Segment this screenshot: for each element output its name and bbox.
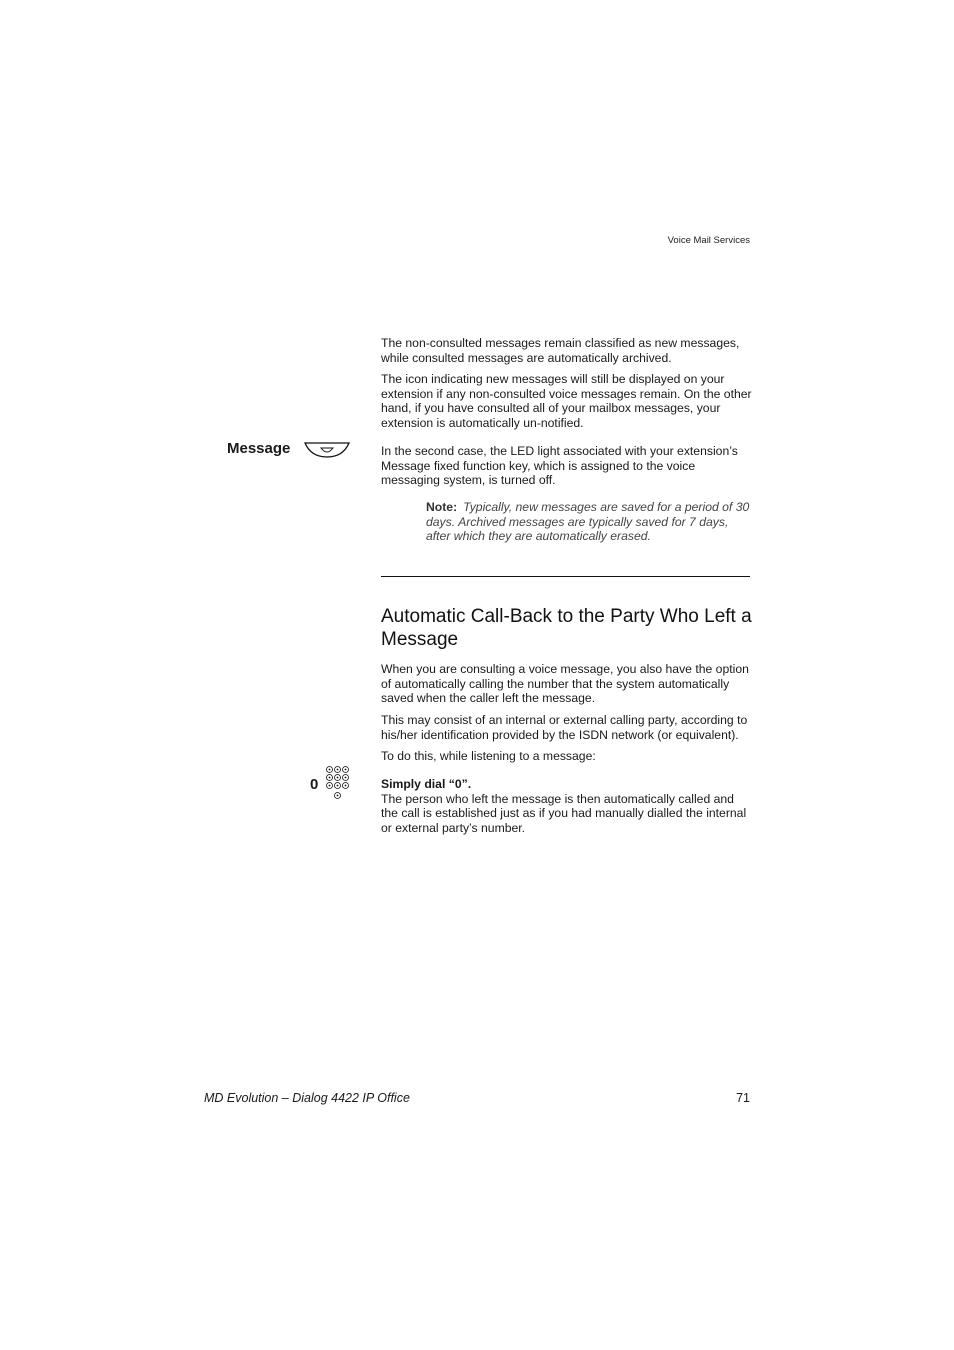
section-heading: Automatic Call-Back to the Party Who Left a Message [381, 606, 752, 650]
paragraph-consulted-messages: The non-consulted messages remain classified as new messages, while consulted messages are automatically archived. [381, 336, 740, 365]
paragraph-new-message-icon: The icon indicating new messages will still be displayed on your extension if any non-consulted voice messages remain. On the other hand, if you have consulted all of your mailbox messages, your extension is automatically un-notified. [381, 372, 752, 430]
running-header: Voice Mail Services [667, 235, 750, 246]
step-dial-zero [381, 777, 753, 835]
dial-digit: 0 [310, 776, 319, 793]
step-description: The person who left the message is then automatically called and the call is established just as if you had manually dialled the internal or external party’s number. [381, 791, 747, 835]
paragraph-instruction: To do this, while listening to a message: [381, 749, 596, 763]
step-title: Simply dial “0”. [381, 777, 472, 791]
note-text: Typically, new messages are saved for a period of 30 days. Archived messages are typically saved for 7 days, after which they are automatically erased. [426, 500, 750, 543]
paragraph-led-light: In the second case, the LED light associated with your extension’s Message fixed function key, which is assigned to the voice messaging system, is turned off. [381, 444, 738, 487]
note-block [426, 500, 752, 544]
message-key-icon [303, 440, 351, 465]
note-label: Note: [426, 500, 458, 514]
paragraph-isdn: This may consist of an internal or external calling party, according to his/her identification provided by the ISDN network (or equivalent). [381, 713, 748, 742]
footer-title: MD Evolution – Dialog 4422 IP Office [204, 1091, 410, 1105]
section-divider [381, 576, 750, 577]
page-number: 71 [736, 1091, 750, 1105]
paragraph-callback-option: When you are consulting a voice message, you also have the option of automatically calling the number that the system automatically saved when the caller left the message. [381, 662, 749, 705]
message-key-label: Message [227, 440, 291, 457]
keypad-icon [325, 765, 351, 806]
